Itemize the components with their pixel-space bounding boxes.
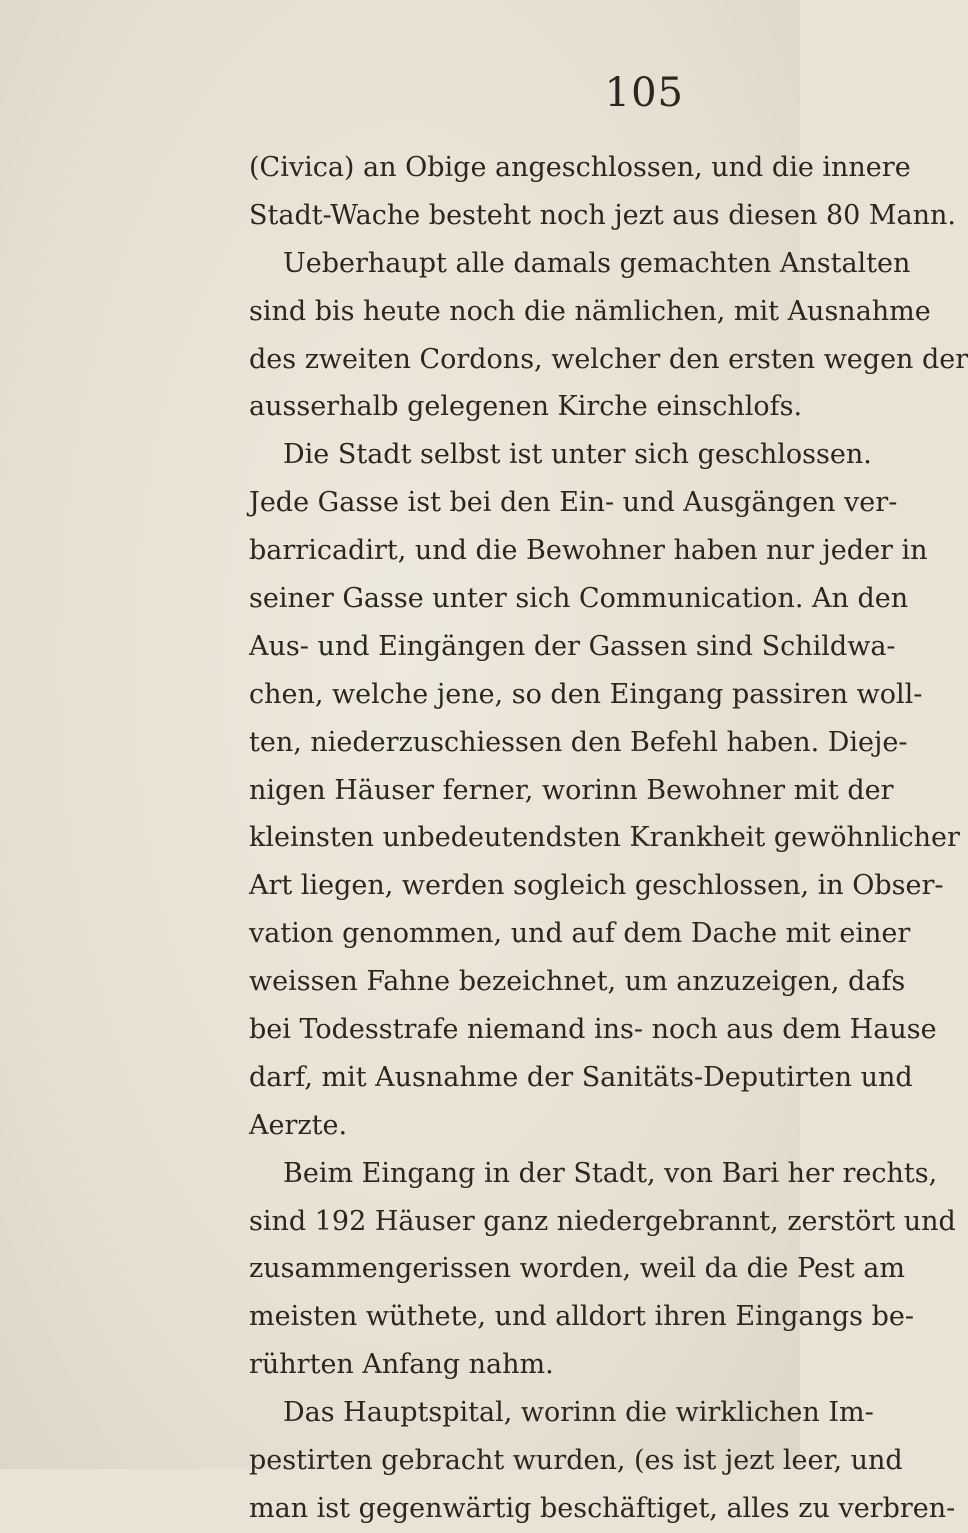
text-line: Beim Eingang in der Stadt, von Bari her rechts,	[283, 1157, 938, 1189]
text-line: vation genommen, und auf dem Dache mit einer	[249, 918, 911, 950]
text-line: sind bis heute noch die nämlichen, mit Ausnahme	[249, 295, 931, 327]
text-line: barricadirt, und die Bewohner haben nur jeder in	[249, 535, 928, 567]
text-line: sind 192 Häuser ganz niedergebrannt, zerstört und	[249, 1205, 956, 1237]
text-line: Aus- und Eingängen der Gassen sind Schildwa-	[249, 630, 896, 662]
text-line: nigen Häuser ferner, worinn Bewohner mit der	[249, 774, 894, 806]
page-number: 105	[604, 70, 684, 116]
text-line: pestirten gebracht wurden, (es ist jezt leer, und	[249, 1445, 903, 1477]
text-line: darf, mit Ausnahme der Sanitäts-Deputirten und	[249, 1061, 913, 1093]
text-line: Jede Gasse ist bei den Ein- und Ausgängen ver-	[249, 487, 898, 519]
text-line: zusammengerissen worden, weil da die Pest am	[249, 1253, 906, 1285]
text-line: Das Hauptspital, worinn die wirklichen Im-	[283, 1397, 874, 1429]
text-line: rührten Anfang nahm.	[249, 1349, 554, 1381]
text-line: Art liegen, werden sogleich geschlossen, in Obser-	[249, 870, 944, 902]
text-line: chen, welche jene, so den Eingang passiren woll-	[249, 678, 923, 710]
text-line: Aerzte.	[249, 1109, 348, 1141]
text-line: Die Stadt selbst ist unter sich geschlossen.	[283, 439, 872, 471]
text-line: Stadt-Wache besteht noch jezt aus diesen 80 Mann.	[249, 199, 956, 231]
text-line: kleinsten unbedeutendsten Krankheit gewöhnlicher	[249, 822, 960, 854]
body-text	[249, 144, 968, 1533]
text-line: ten, niederzuschiessen den Befehl haben. Dieje-	[249, 726, 908, 758]
text-line: bei Todesstrafe niemand ins- noch aus dem Hause	[249, 1014, 937, 1046]
text-line: weissen Fahne bezeichnet, um anzuzeigen, dafs	[249, 966, 906, 998]
text-line: seiner Gasse unter sich Communication. An den	[249, 583, 909, 615]
text-line: Ueberhaupt alle damals gemachten Anstalten	[283, 247, 911, 279]
text-line: ausserhalb gelegenen Kirche einschlofs.	[249, 391, 803, 423]
text-line: meisten wüthete, und alldort ihren Eingangs be-	[249, 1301, 914, 1333]
text-line: des zweiten Cordons, welcher den ersten wegen der	[249, 343, 968, 375]
text-line: man ist gegenwärtig beschäftiget, alles zu verbren-	[249, 1492, 956, 1524]
text-line: (Civica) an Obige angeschlossen, und die innere	[249, 152, 911, 183]
